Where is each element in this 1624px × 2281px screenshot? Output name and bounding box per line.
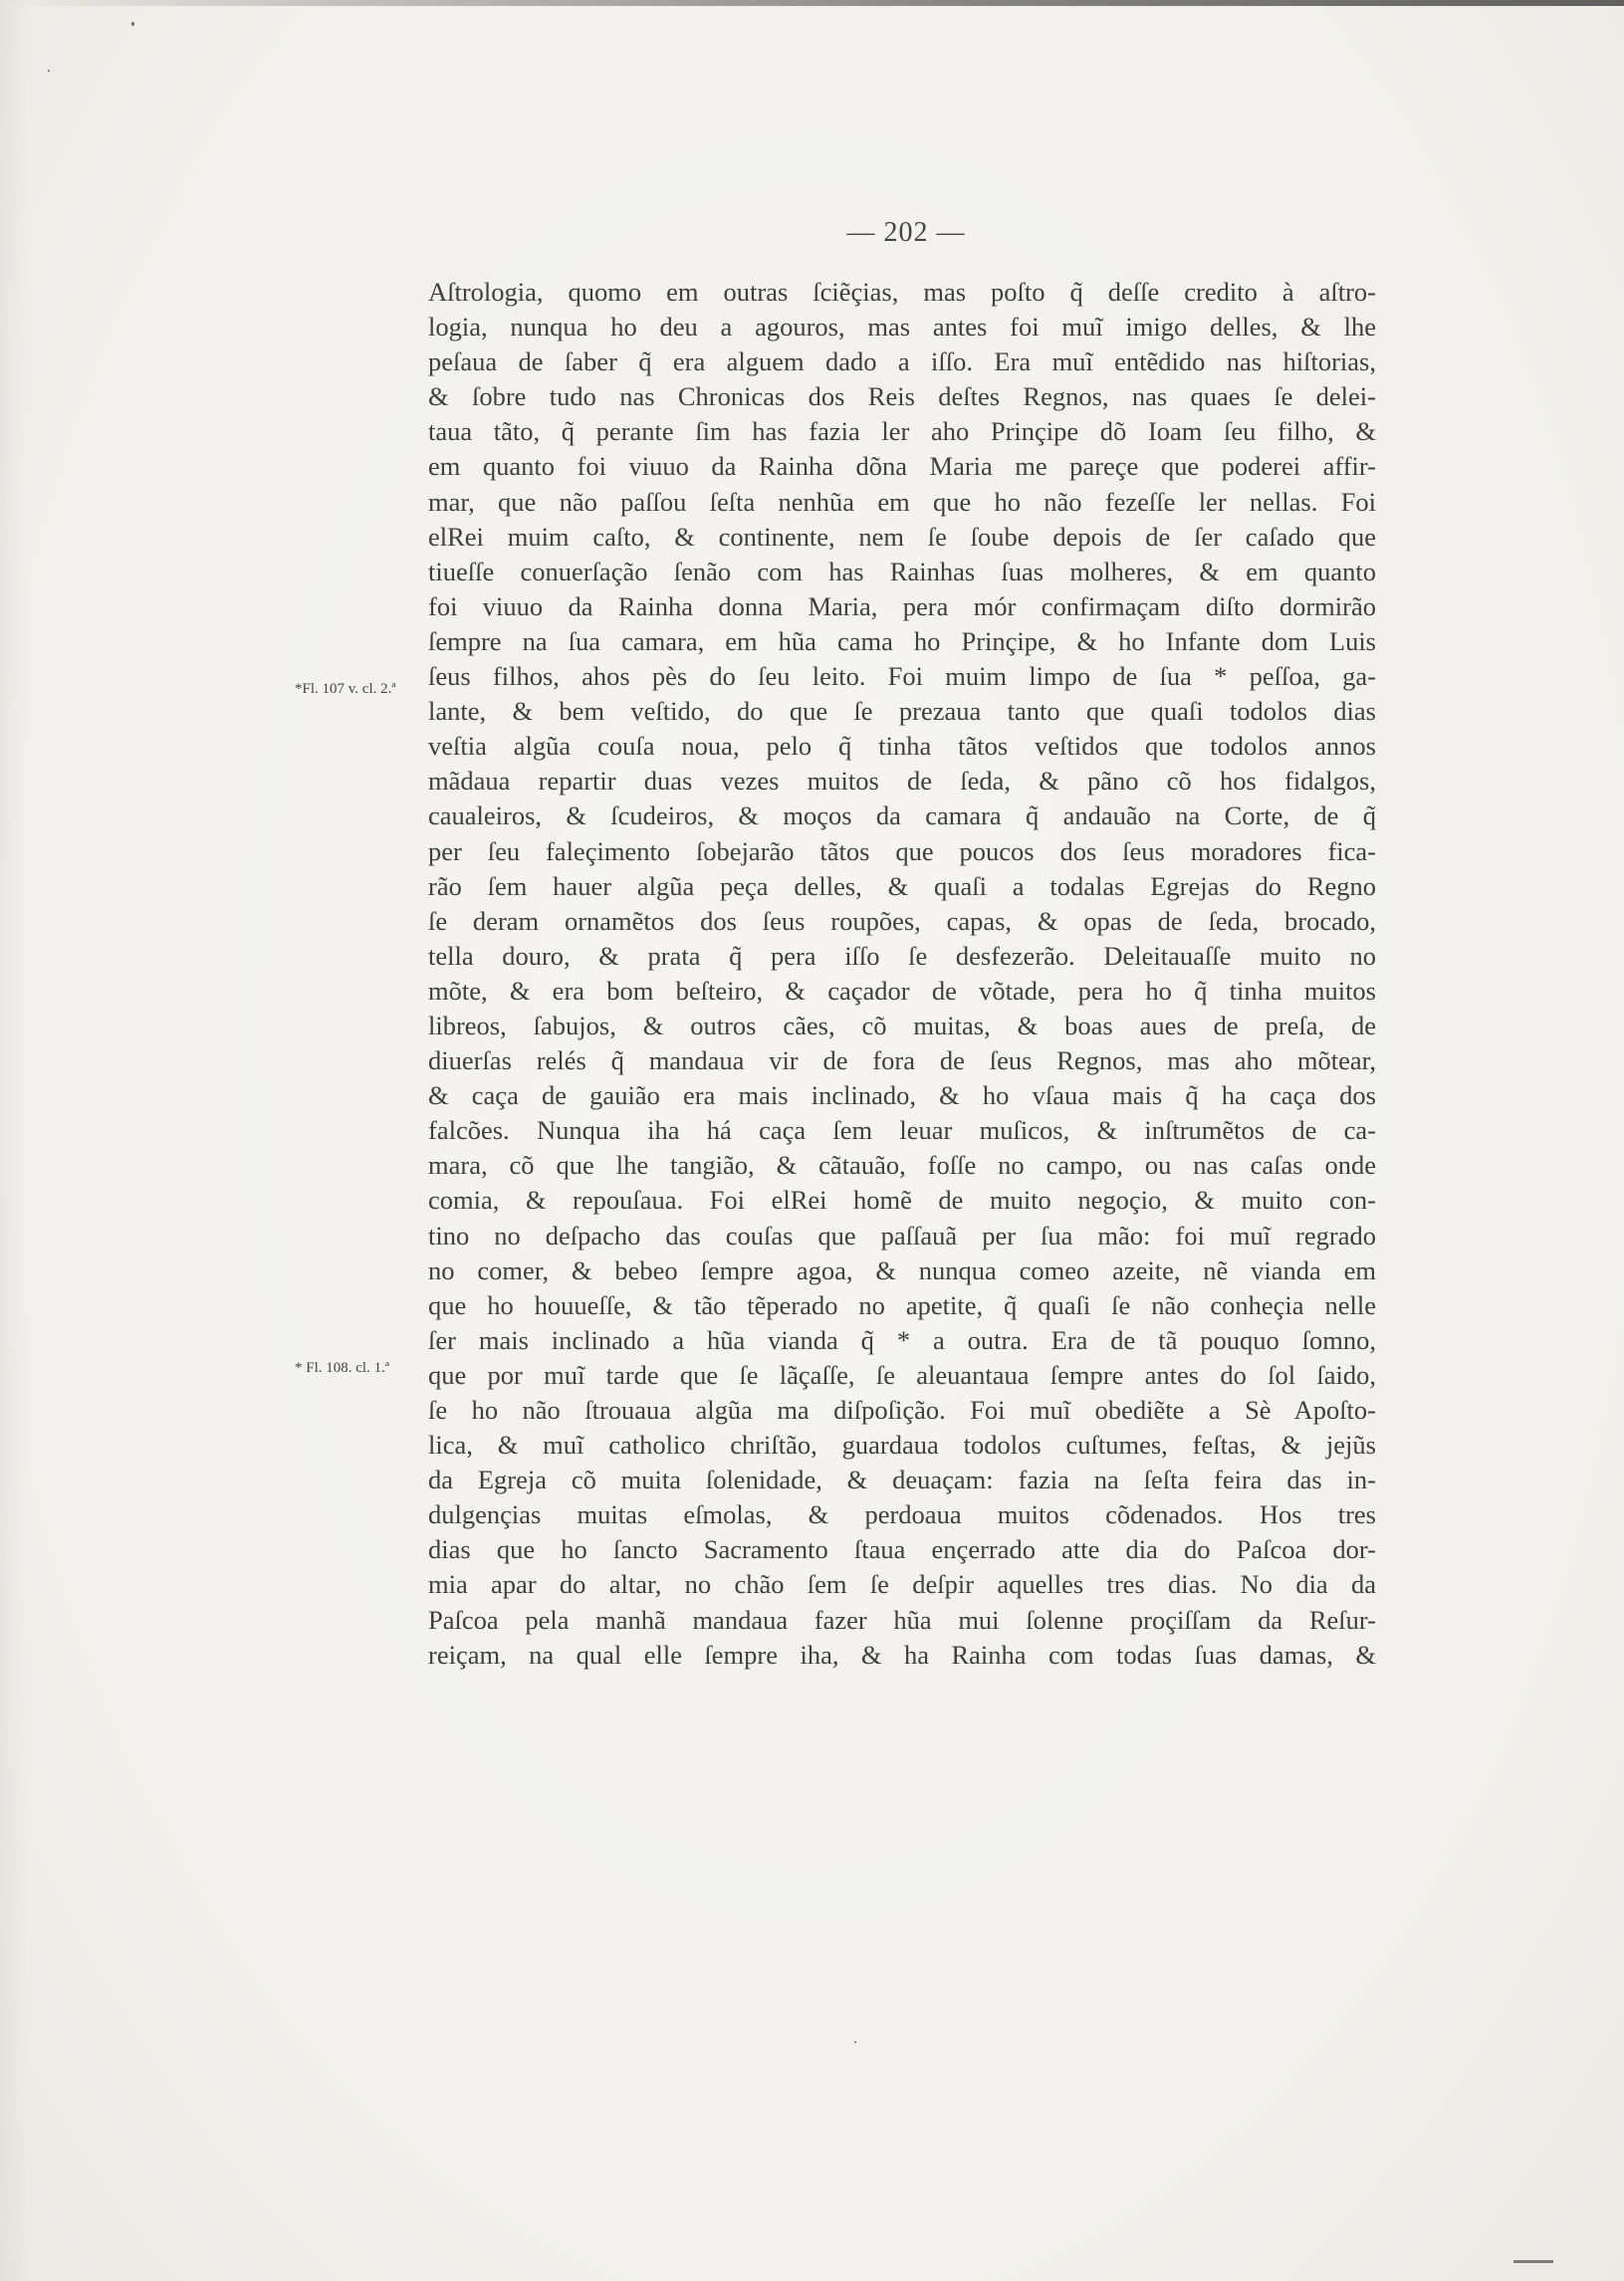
text-line: veſtia algũa couſa noua, pelo q̃ tinha tãtos veſtidos que todolos annos (428, 731, 1376, 762)
text-line: rão ſem hauer algũa peça delles, & quaſi a todalas Egrejas do Regno (428, 870, 1376, 901)
scan-speck (48, 70, 50, 72)
text-line: no comer, & bebeo ſempre agoa, & nunqua comeo azeite, nẽ vianda em (428, 1255, 1376, 1285)
text-line: logia, nunqua ho deu a agouros, mas antes foi muĩ imigo delles, & lhe (428, 312, 1376, 342)
text-line: mia apar do altar, no chão ſem ſe deſpir aquelles tres dias. No dia da (428, 1569, 1376, 1600)
scan-top-edge (0, 0, 1624, 6)
text-line: tiueſſe conuerſação ſenão com has Rainhas ſuas molheres, & em quanto (428, 556, 1376, 586)
text-line: dias que ho ſancto Sacramento ſtaua ençerrado atte dia do Paſcoa dor- (428, 1534, 1376, 1565)
text-line: foi viuuo da Rainha donna Maria, pera mór confirmaçam diſto dormirão (428, 590, 1376, 621)
text-line: elRei muim caſto, & continente, nem ſe ſoube depois de ſer caſado que (428, 521, 1376, 552)
text-line: lica, & muĩ catholico chriſtão, guardaua todolos cuſtumes, feſtas, & jejũs (428, 1430, 1376, 1461)
text-line: ſe ho não ſtrouaua algũa ma diſpoſição. Foi muĩ obediẽte a Sè Apoſto- (428, 1395, 1376, 1425)
text-line: per ſeu faleçimento ſobejarão tãtos que poucos dos ſeus moradores fica- (428, 835, 1376, 866)
text-line: que por muĩ tarde que ſe lãçaſſe, ſe aleuantaua ſempre antes do ſol ſaido, (428, 1359, 1376, 1390)
text-line: tella douro, & prata q̃ pera iſſo ſe desfezerão. Deleitauaſſe muito no (428, 940, 1376, 971)
text-line: mara, cõ que lhe tangião, & cãtauão, foſſe no campo, ou nas caſas onde (428, 1150, 1376, 1181)
scan-speck (131, 22, 134, 26)
body-text (428, 275, 1376, 1673)
text-line: mar, que não paſſou ſeſta nenhũa em que ho não fezeſſe ler nellas. Foi (428, 486, 1376, 517)
text-line: ſer mais inclinado a hũa vianda q̃ * a outra. Era de tã pouquo ſomno, (428, 1324, 1376, 1355)
text-line: tino no deſpacho das couſas que paſſauã per ſua mão: foi muĩ regrado (428, 1220, 1376, 1251)
scan-corner-mark (1513, 2260, 1553, 2263)
text-line: falcões. Nunqua iha há caça ſem leuar muſicos, & inſtrumẽtos de ca- (428, 1115, 1376, 1146)
text-line: ſeus filhos, ahos pès do ſeu leito. Foi muim limpo de ſua * peſſoa, ga- (428, 661, 1376, 692)
text-line: em quanto foi viuuo da Rainha dõna Maria me pareçe que poderei affir- (428, 451, 1376, 482)
text-line: & ſobre tudo nas Chronicas dos Reis deſtes Regnos, nas quaes ſe delei- (428, 381, 1376, 412)
scan-left-shade (0, 0, 30, 2281)
text-line: libreos, ſabujos, & outros cães, cõ muitas, & boas aues de preſa, de (428, 1010, 1376, 1040)
text-line: da Egreja cõ muita ſolenidade, & deuaçam: fazia na ſeſta feira das in- (428, 1465, 1376, 1495)
text-line: comia, & repouſaua. Foi elRei homẽ de muito negoçio, & muito con- (428, 1185, 1376, 1216)
text-line: caualeiros, & ſcudeiros, & moços da camara q̃ andauão na Corte, de q̃ (428, 800, 1376, 831)
text-line: dulgençias muitas eſmolas, & perdoaua muitos cõdenados. Hos tres (428, 1499, 1376, 1530)
text-line: ſe deram ornamẽtos dos ſeus roupões, capas, & opas de ſeda, brocado, (428, 905, 1376, 936)
text-line: Paſcoa pela manhã mandaua fazer hũa mui ſolenne proçiſſam da Reſur- (428, 1604, 1376, 1635)
text-line: que ho houueſſe, & tão tẽperado no apetite, q̃ quaſi ſe não conheçia nelle (428, 1289, 1376, 1320)
text-line: mãdaua repartir duas vezes muitos de ſeda, & pãno cõ hos fidalgos, (428, 766, 1376, 797)
page-number: — 202 — (846, 217, 966, 248)
margin-note-folio-108: * Fl. 108. cl. 1.ª (295, 1360, 389, 1376)
scan-speck (854, 2041, 856, 2043)
text-line: & caça de gauião era mais inclinado, & ho vſaua mais q̃ ha caça dos (428, 1080, 1376, 1111)
text-line: taua tãto, q̃ perante ſim has fazia ler aho Prinçipe dõ Ioam ſeu filho, & (428, 416, 1376, 447)
text-line: reiçam, na qual elle ſempre iha, & ha Rainha com todas ſuas damas, & (428, 1639, 1376, 1670)
text-line: lante, & bem veſtido, do que ſe prezaua tanto que quaſi todolos dias (428, 696, 1376, 727)
text-line: Aſtrologia, quomo em outras ſciẽçias, mas poſto q̃ deſſe credito à aſtro- (428, 277, 1376, 307)
text-line: mõte, & era bom beſteiro, & caçador de võtade, pera ho q̃ tinha muitos (428, 975, 1376, 1006)
margin-note-folio-107: *Fl. 107 v. cl. 2.ª (295, 681, 396, 697)
text-line: diuerſas relés q̃ mandaua vir de fora de ſeus Regnos, mas aho mõtear, (428, 1045, 1376, 1076)
text-line: peſaua de ſaber q̃ era alguem dado a iſſo. Era muĩ entẽdido nas hiſtorias, (428, 346, 1376, 377)
text-line: ſempre na ſua camara, em hũa cama ho Prinçipe, & ho Infante dom Luis (428, 625, 1376, 656)
